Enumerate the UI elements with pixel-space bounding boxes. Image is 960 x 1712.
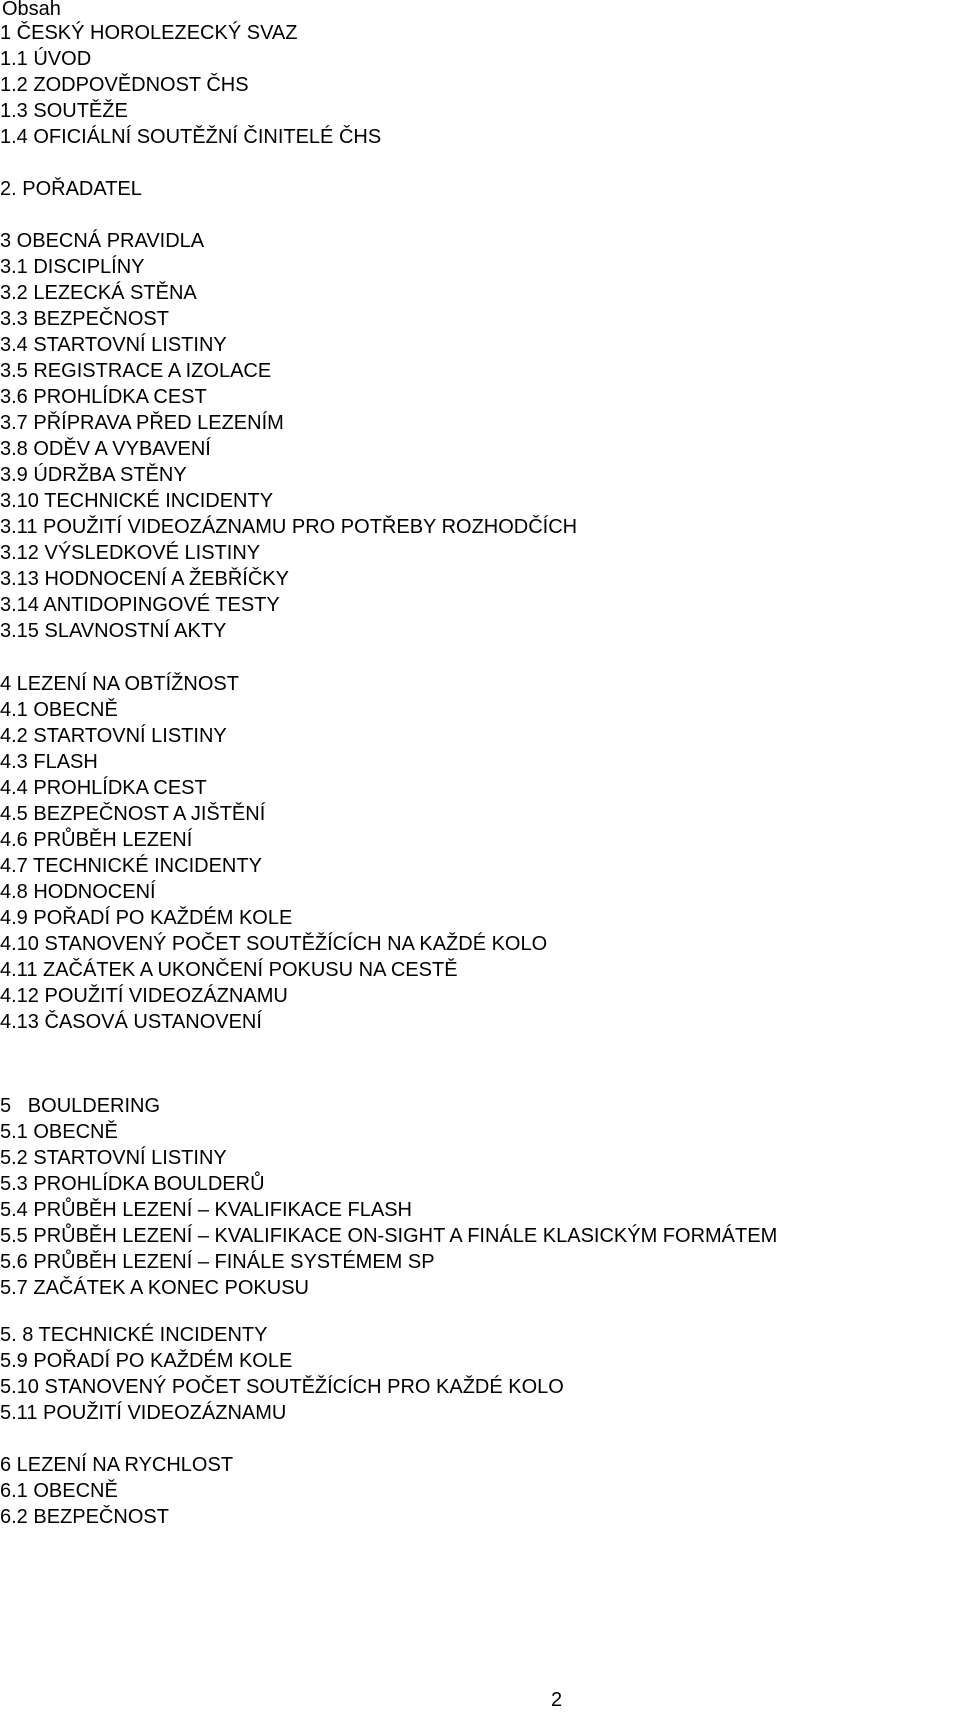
toc-entry: 4 LEZENÍ NA OBTÍŽNOST (0, 673, 239, 695)
toc-entry: 3.3 BEZPEČNOST (0, 308, 169, 330)
toc-entry: 4.9 POŘADÍ PO KAŽDÉM KOLE (0, 907, 293, 929)
toc-entry: 5.10 STANOVENÝ POČET SOUTĚŽÍCÍCH PRO KAŽDÉ KOLO (0, 1376, 564, 1398)
toc-entry: 5.2 STARTOVNÍ LISTINY (0, 1147, 227, 1169)
toc-entry: 4.10 STANOVENÝ POČET SOUTĚŽÍCÍCH NA KAŽDÉ KOLO (0, 933, 548, 955)
toc-entry: 5.9 POŘADÍ PO KAŽDÉM KOLE (0, 1350, 293, 1372)
toc-entry: 3.9 ÚDRŽBA STĚNY (0, 464, 187, 486)
toc-entry: 3.14 ANTIDOPINGOVÉ TESTY (0, 594, 280, 616)
toc-entry: 3.4 STARTOVNÍ LISTINY (0, 334, 227, 356)
toc-entry: 5.3 PROHLÍDKA BOULDERŮ (0, 1173, 265, 1195)
toc-entry: 6 LEZENÍ NA RYCHLOST (0, 1454, 234, 1476)
toc-entry: 5.6 PRŮBĚH LEZENÍ – FINÁLE SYSTÉMEM SP (0, 1251, 435, 1273)
toc-entry: 4.11 ZAČÁTEK A UKONČENÍ POKUSU NA CESTĚ (0, 959, 458, 981)
toc-entry: 3.2 LEZECKÁ STĚNA (0, 282, 197, 304)
toc-entry: 4.3 FLASH (0, 751, 98, 773)
toc-entry: 4.13 ČASOVÁ USTANOVENÍ (0, 1011, 262, 1033)
toc-entry: 1.4 OFICIÁLNÍ SOUTĚŽNÍ ČINITELÉ ČHS (0, 126, 382, 148)
toc-entry: 3.15 SLAVNOSTNÍ AKTY (0, 620, 227, 642)
toc-entry: 1 ČESKÝ HOROLEZECKÝ SVAZ (0, 22, 298, 44)
toc-entry: 5 BOULDERING (0, 1095, 161, 1117)
toc-entry: 4.2 STARTOVNÍ LISTINY (0, 725, 227, 747)
toc-entry: 5. 8 TECHNICKÉ INCIDENTY (0, 1324, 268, 1346)
toc-entry: 5.7 ZAČÁTEK A KONEC POKUSU (0, 1277, 309, 1299)
toc-entry: 4.5 BEZPEČNOST A JIŠTĚNÍ (0, 803, 266, 825)
toc-entry: 6.2 BEZPEČNOST (0, 1506, 169, 1528)
toc-entry: 3.13 HODNOCENÍ A ŽEBŘÍČKY (0, 568, 289, 590)
toc-entry: 4.4 PROHLÍDKA CEST (0, 777, 207, 799)
toc-entry: 5.5 PRŮBĚH LEZENÍ – KVALIFIKACE ON-SIGHT A FINÁLE KLASICKÝM FORMÁTEM (0, 1225, 778, 1247)
page-number: 2 (551, 1689, 563, 1711)
toc-entry: 3.7 PŘÍPRAVA PŘED LEZENÍM (0, 412, 284, 434)
toc-entry: 3 OBECNÁ PRAVIDLA (0, 230, 205, 252)
toc-entry: 3.5 REGISTRACE A IZOLACE (0, 360, 272, 382)
toc-entry: 1.2 ZODPOVĚDNOST ČHS (0, 74, 249, 96)
toc-entry: 5.4 PRŮBĚH LEZENÍ – KVALIFIKACE FLASH (0, 1199, 412, 1221)
toc-entry: 3.10 TECHNICKÉ INCIDENTY (0, 490, 274, 512)
toc-entry: 3.12 VÝSLEDKOVÉ LISTINY (0, 542, 261, 564)
toc-entry: 3.11 POUŽITÍ VIDEOZÁZNAMU PRO POTŘEBY ROZHODČÍCH (0, 516, 578, 538)
toc-heading: Obsah (2, 0, 61, 20)
toc-entry: 5.11 POUŽITÍ VIDEOZÁZNAMU (0, 1402, 287, 1424)
toc-entry: 4.1 OBECNĚ (0, 699, 118, 721)
toc-entry: 4.12 POUŽITÍ VIDEOZÁZNAMU (0, 985, 288, 1007)
toc-entry: 2. POŘADATEL (0, 178, 142, 200)
toc-entry: 5.1 OBECNĚ (0, 1121, 118, 1143)
toc-entry: 4.7 TECHNICKÉ INCIDENTY (0, 855, 262, 877)
toc-entry: 1.3 SOUTĚŽE (0, 100, 128, 122)
toc-entry: 1.1 ÚVOD (0, 48, 92, 70)
toc-entry: 3.1 DISCIPLÍNY (0, 256, 145, 278)
toc-entry: 3.6 PROHLÍDKA CEST (0, 386, 207, 408)
toc-entry: 3.8 ODĚV A VYBAVENÍ (0, 438, 211, 460)
toc-entry: 4.6 PRŮBĚH LEZENÍ (0, 829, 193, 851)
toc-entry: 4.8 HODNOCENÍ (0, 881, 156, 903)
toc-entry: 6.1 OBECNĚ (0, 1480, 118, 1502)
